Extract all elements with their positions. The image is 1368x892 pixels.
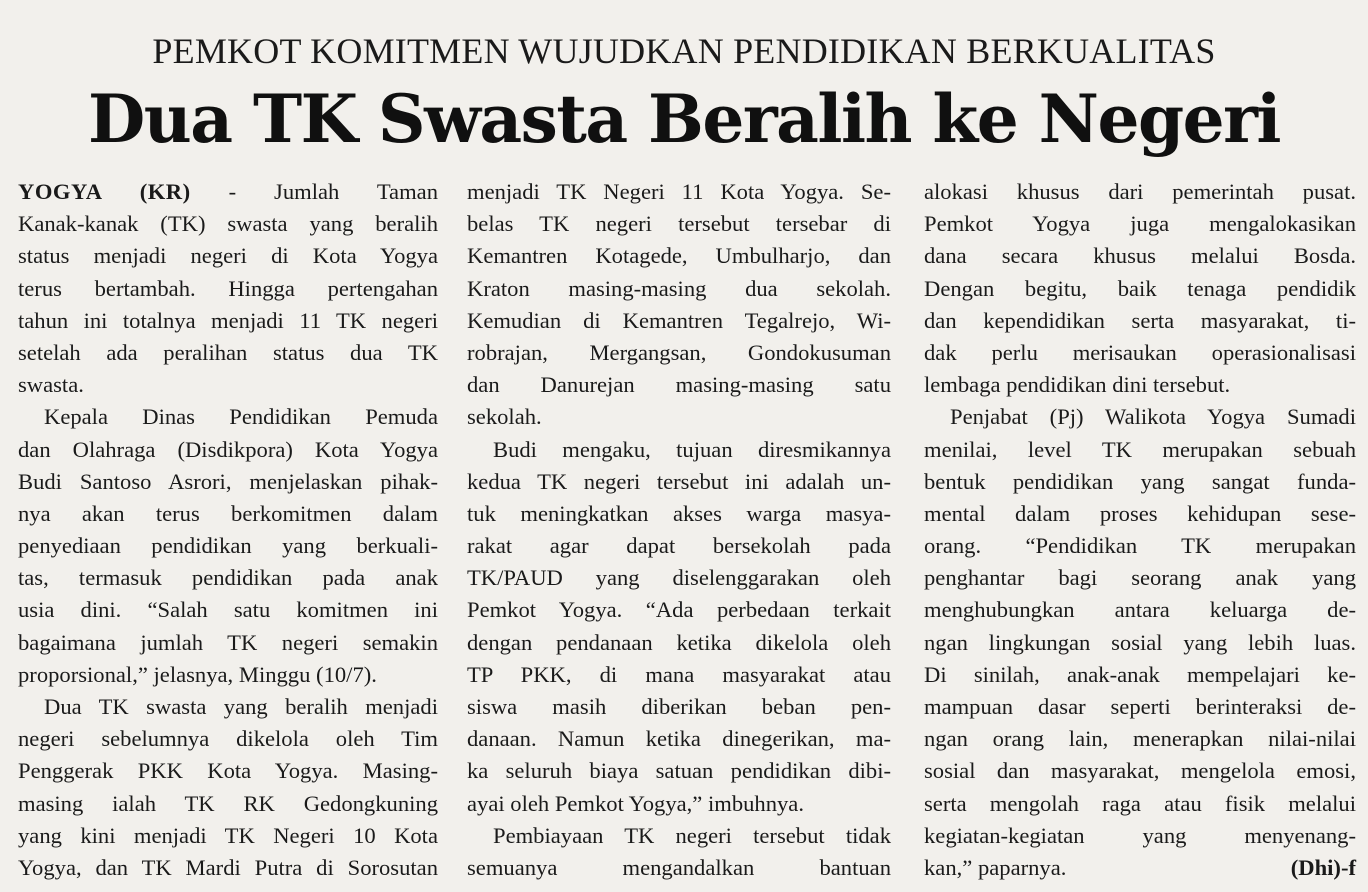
column-line: TK/PAUD yang diselenggarakan oleh [467, 565, 891, 591]
column-line: menjadi TK Negeri 11 Kota Yogya. Se- [467, 179, 891, 204]
column-line: sekolah. [467, 404, 542, 430]
column-line: Budi Santoso Asrori, menjelaskan pihak- [18, 468, 438, 494]
article-column-1 [18, 176, 438, 884]
column-line: Di sinilah, anak-anak mempelajari ke- [924, 661, 1356, 687]
column-line: ngan lingkungan sosial yang lebih luas. [924, 629, 1356, 655]
column-line: robrajan, Mergangsan, Gondokusuman [467, 339, 891, 365]
column-line: ka seluruh biaya satuan pendidikan dibi- [467, 758, 891, 784]
paragraph-start-line: Budi mengaku, tujuan diresmikannya [493, 436, 891, 462]
column-line: kegiatan-kegiatan yang menyenang- [924, 822, 1356, 848]
column-line: alokasi khusus dari pemerintah pusat. [924, 179, 1356, 204]
column-line: dana secara khusus melalui Bosda. [924, 243, 1356, 269]
column-line: serta mengolah raga atau fisik melalui [924, 790, 1356, 816]
column-line: swasta. [18, 372, 84, 398]
reporter-signature: (Dhi)-f [1290, 854, 1356, 880]
column-line: bentuk pendidikan yang sangat funda- [924, 468, 1356, 494]
column-line: Kemantren Kotagede, Umbulharjo, dan [467, 243, 891, 269]
column-line: dan Olahraga (Disdikpora) Kota Yogya [18, 436, 438, 462]
column-line: nya akan terus berkomitmen dalam [18, 500, 438, 526]
paragraph-start-line: Pembiayaan TK negeri tersebut tidak [493, 822, 891, 848]
column-line: ayai oleh Pemkot Yogya,” imbuhnya. [467, 790, 804, 816]
column-line: dengan pendanaan ketika dikelola oleh [467, 629, 891, 655]
column-line: dak perlu merisaukan operasionalisasi [924, 339, 1356, 365]
column-line: tuk meningkatkan akses warga masya- [467, 500, 891, 526]
paragraph-start-line: Penjabat (Pj) Walikota Yogya Sumadi [950, 404, 1356, 430]
column-line: Kanak-kanak (TK) swasta yang beralih [18, 211, 438, 237]
column-line: YOGYA (KR) - Jumlah Taman [18, 179, 438, 204]
paragraph-start-line: Dua TK swasta yang beralih menjadi [44, 694, 438, 719]
column-line: yang kini menjadi TK Negeri 10 Kota [18, 822, 438, 848]
column-line: tahun ini totalnya menjadi 11 TK negeri [18, 307, 438, 333]
column-line: orang. “Pendidikan TK merupakan [924, 533, 1356, 559]
column-line: siswa masih diberikan beban pen- [467, 694, 891, 719]
column-line: danaan. Namun ketika dinegerikan, ma- [467, 726, 891, 752]
column-line: sosial dan masyarakat, mengelola emosi, [924, 758, 1356, 784]
column-line: usia dini. “Salah satu komitmen ini [18, 597, 438, 623]
column-line: Yogya, dan TK Mardi Putra di Sorosutan [18, 854, 438, 880]
column-line: Penggerak PKK Kota Yogya. Masing- [18, 758, 438, 784]
column-line: penghantar bagi seorang anak yang [924, 565, 1356, 591]
column-line: negeri sebelumnya dikelola oleh Tim [18, 726, 438, 752]
closing-line [924, 852, 1356, 884]
column-line: dan kependidikan serta masyarakat, ti- [924, 307, 1356, 333]
column-line: menilai, level TK merupakan sebuah [924, 436, 1356, 462]
column-line: Pemkot Yogya juga mengalokasikan [924, 211, 1356, 237]
column-line: masing ialah TK RK Gedongkuning [18, 790, 438, 816]
column-line: menghubungkan antara keluarga de- [924, 597, 1356, 623]
column-line: proporsional,” jelasnya, Minggu (10/7). [18, 661, 377, 687]
column-line: terus bertambah. Hingga pertengahan [18, 275, 438, 301]
column-line: lembaga pendidikan dini tersebut. [924, 372, 1231, 398]
article-headline: Dua TK Swasta Beralih ke Negeri [88, 80, 1280, 158]
article-column-2 [467, 176, 891, 884]
article-kicker: PEMKOT KOMITMEN WUJUDKAN PENDIDIKAN BERKUALITAS [152, 31, 1216, 71]
column-line: tas, termasuk pendidikan pada anak [18, 565, 438, 591]
column-line: mental dalam proses kehidupan sese- [924, 500, 1356, 526]
column-line: rakat agar dapat bersekolah pada [467, 533, 891, 559]
column-line: kan,” paparnya. [924, 854, 1067, 880]
article-column-3 [924, 176, 1356, 884]
column-line: belas TK negeri tersebut tersebar di [467, 211, 891, 237]
column-line: penyediaan pendidikan yang berkuali- [18, 533, 438, 559]
column-line: Kraton masing-masing dua sekolah. [467, 275, 891, 301]
column-line: status menjadi negeri di Kota Yogya [18, 243, 438, 269]
column-line: bagaimana jumlah TK negeri semakin [18, 629, 438, 655]
column-line: Pemkot Yogya. “Ada perbedaan terkait [467, 597, 891, 623]
article-dateline: YOGYA (KR) [18, 179, 191, 204]
column-line: semuanya mengandalkan bantuan [467, 854, 891, 880]
column-line: mampuan dasar seperti berinteraksi de- [924, 694, 1356, 719]
column-line: Dengan begitu, baik tenaga pendidik [924, 275, 1356, 301]
column-line: kedua TK negeri tersebut ini adalah un- [467, 468, 891, 494]
column-line: Kemudian di Kemantren Tegalrejo, Wi- [467, 307, 891, 333]
column-line: TP PKK, di mana masyarakat atau [467, 661, 891, 687]
column-line: ngan orang lain, menerapkan nilai-nilai [924, 726, 1356, 752]
column-line: dan Danurejan masing-masing satu [467, 372, 891, 398]
paragraph-start-line: Kepala Dinas Pendidikan Pemuda [44, 404, 438, 430]
column-line: setelah ada peralihan status dua TK [18, 339, 438, 365]
